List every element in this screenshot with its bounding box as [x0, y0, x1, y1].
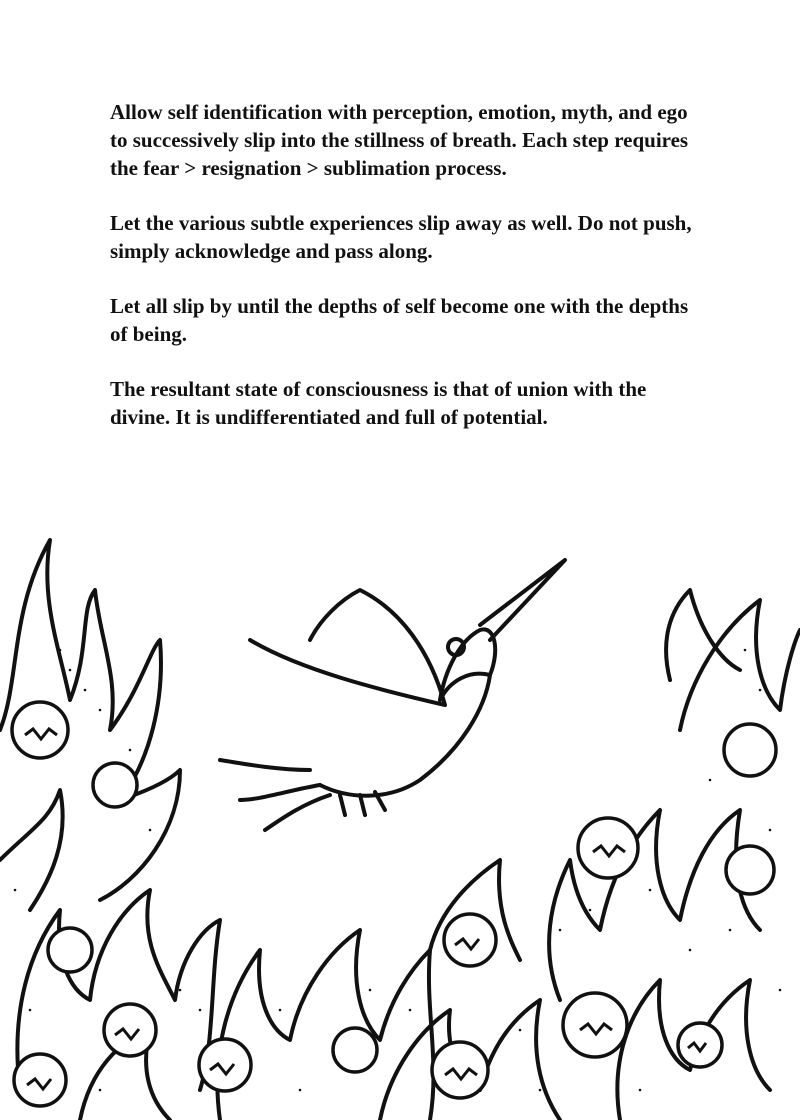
flame-left-3 [0, 790, 63, 910]
face-10 [432, 1042, 488, 1098]
face-13 [678, 1023, 722, 1067]
face-7 [104, 1004, 156, 1056]
text-body [110, 98, 710, 458]
face-1 [12, 702, 68, 758]
face-8 [199, 1039, 251, 1091]
face-12 [563, 993, 627, 1057]
paragraph-1: Allow self identification with perception, emotion, myth, and ego to successively slip into the stillness of breath. Each step requires the fear > resignation > sublimation process. [110, 100, 689, 180]
faces-group [12, 702, 776, 1106]
face-6 [48, 928, 92, 972]
paragraph-2: Let the various subtle experiences slip away as well. Do not push, simply acknowledge and pass along. [110, 211, 692, 263]
bird-icon [220, 560, 565, 830]
bird-and-flames-illustration [0, 530, 800, 1120]
face-5 [726, 846, 774, 894]
face-3 [578, 818, 638, 878]
paragraph-3: Let all slip by until the depths of self become one with the depths of being. [110, 294, 689, 346]
flame-center-1 [217, 930, 433, 1120]
face-4 [724, 724, 776, 776]
bird-wing [250, 590, 445, 705]
face-11 [444, 914, 496, 966]
bird-tail [220, 760, 330, 830]
face-9 [333, 1028, 377, 1072]
face-2 [93, 763, 137, 807]
bird-body [320, 674, 490, 796]
bird-beak [480, 560, 565, 640]
face-14 [14, 1054, 66, 1106]
paragraph-4: The resultant state of consciousness is that of union with the divine. It is undifferentiated and full of potential. [110, 377, 647, 429]
